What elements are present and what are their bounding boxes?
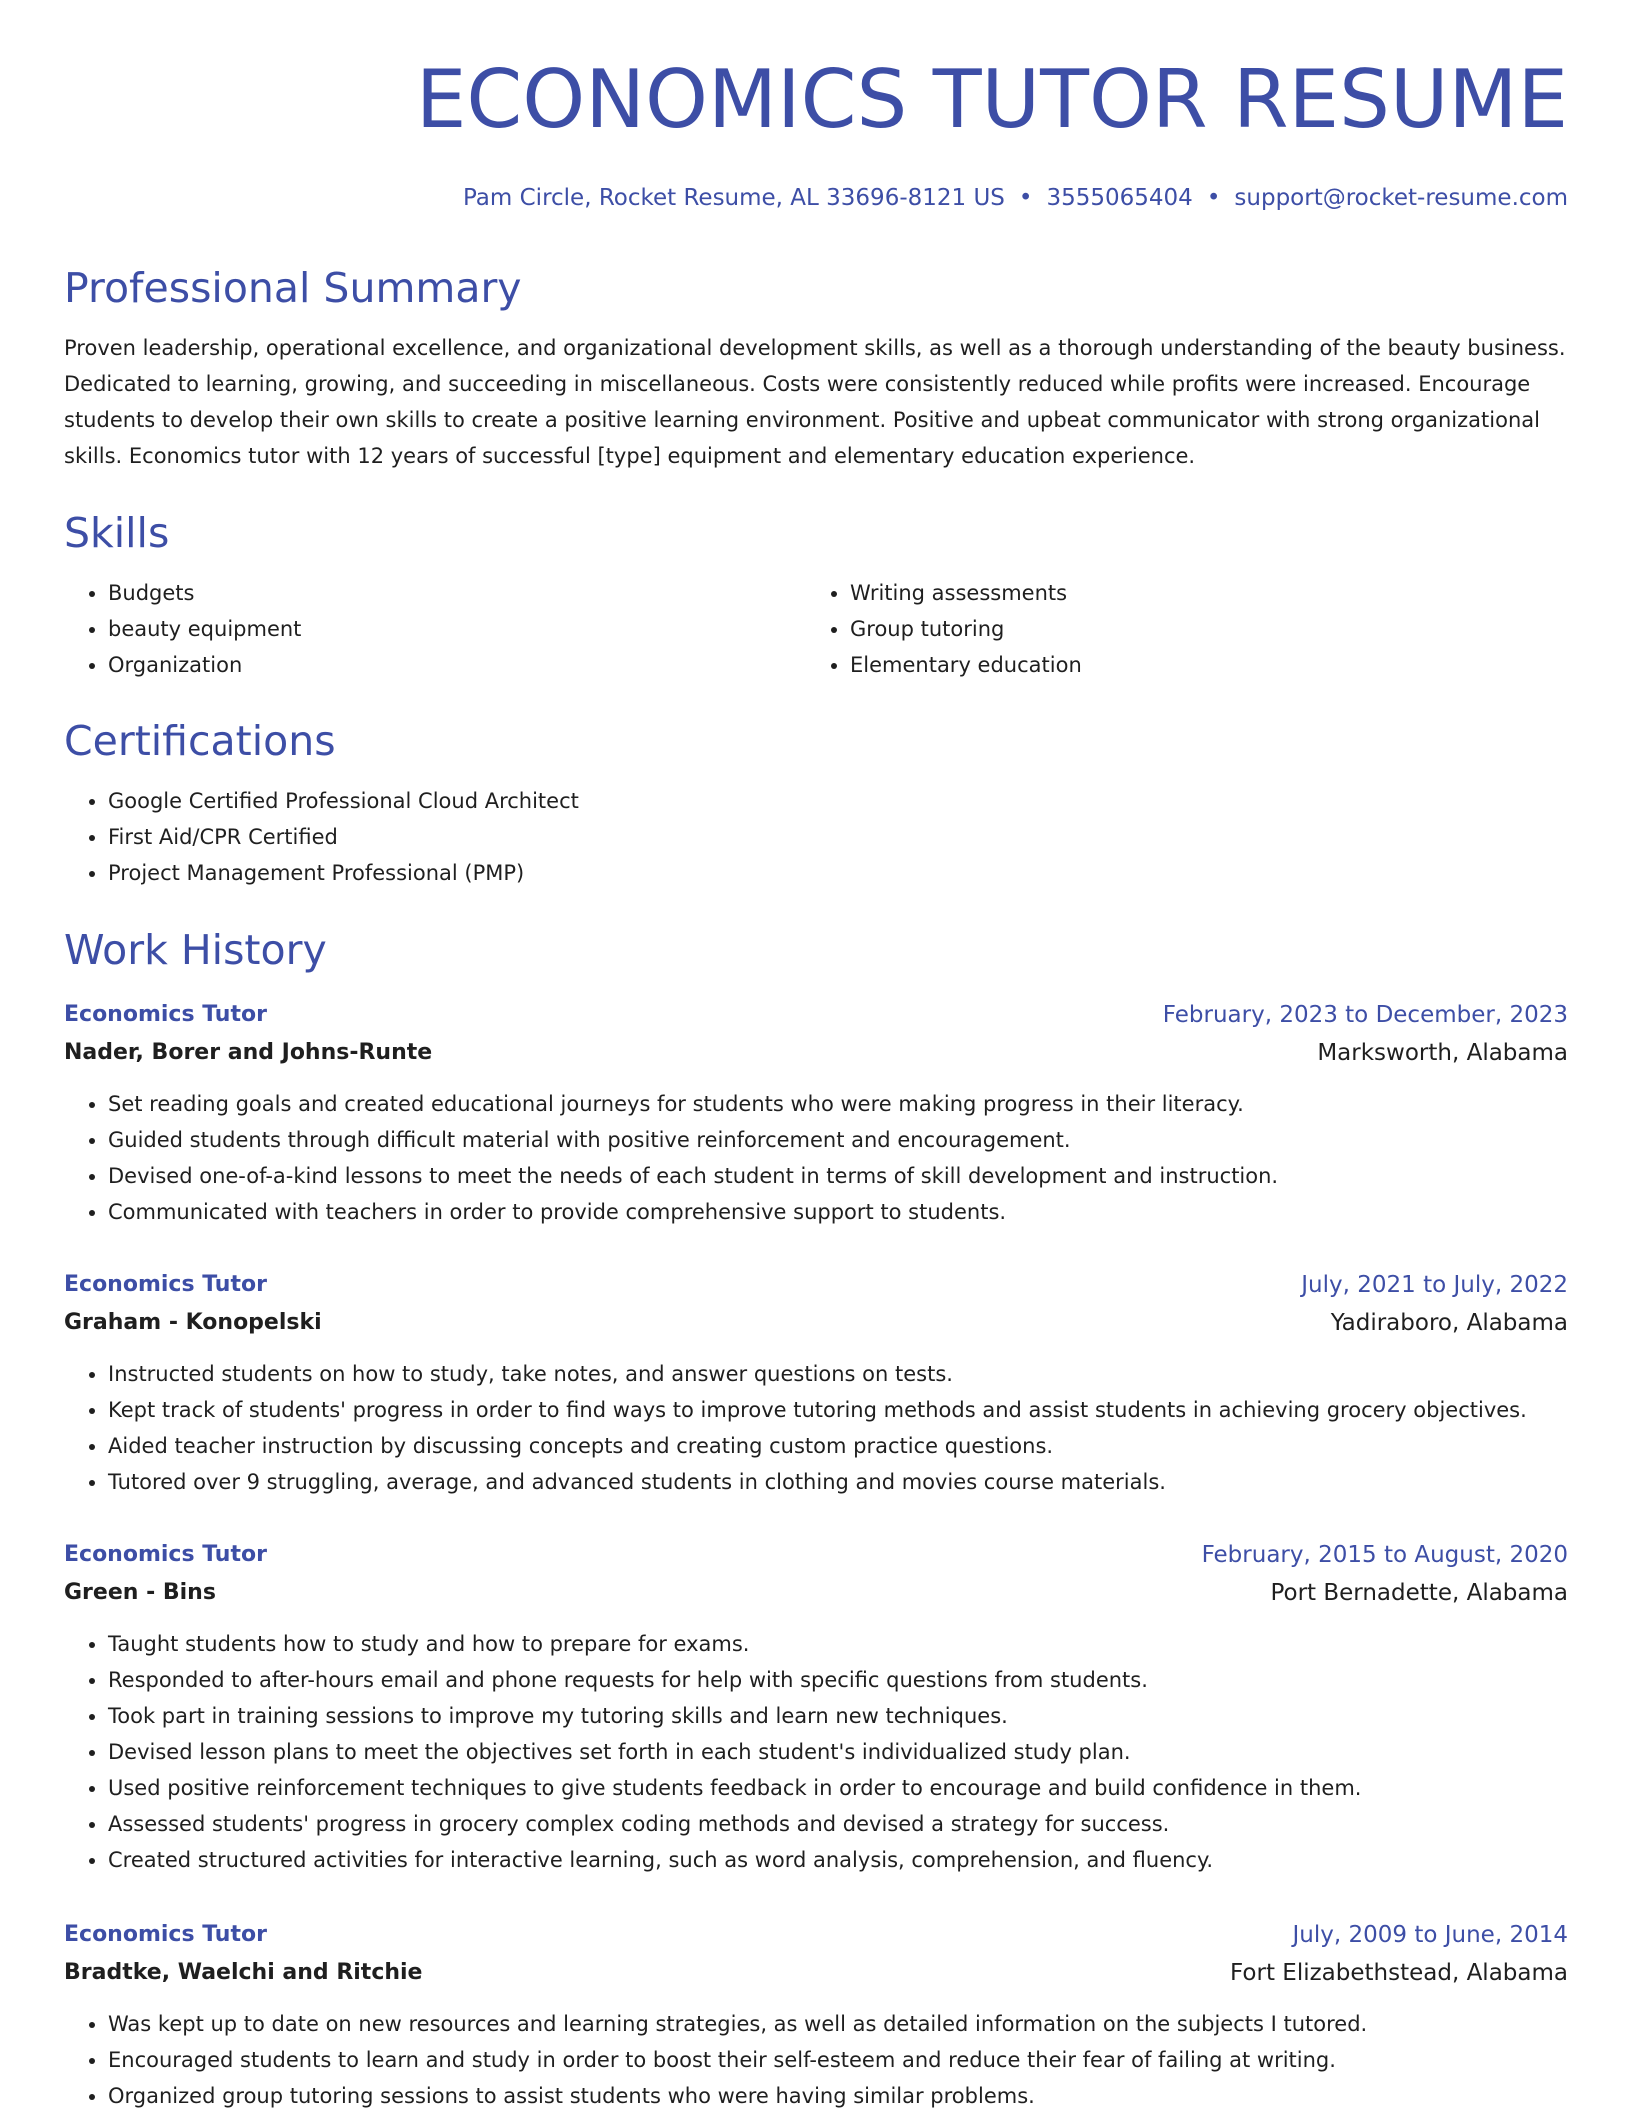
summary-text: Proven leadership, operational excellence, and organizational development skills, as well as a thorough understanding of the beauty business. Dedicated to learning, growing, and succeeding in miscellaneous. Costs were consistently reduced while profits were increased. Encourage students to develop their own skills to create a positive learning environment. Positive and upbeat communicator with strong organizational skills. Economics tutor with 12 years of successful [type] equipment and elementary education experience. (64, 336, 1566, 468)
skills-heading: Skills (64, 509, 170, 557)
resume-title: ECONOMICS TUTOR RESUME (415, 53, 1568, 146)
job-bullet: • Used positive reinforcement techniques to give students feedback in order to encourage and build confidence in them. (108, 1770, 1568, 1806)
job-title-row (64, 996, 1568, 1034)
skills-column-right (806, 575, 1548, 683)
certification-item: • Project Management Professional (PMP) (108, 855, 1568, 891)
job-company-row (64, 1574, 1568, 1612)
skills-columns (64, 575, 1568, 695)
contact-line (463, 180, 1568, 216)
certifications-list (64, 783, 1568, 891)
job-bullet: • Was kept up to date on new resources and learning strategies, as well as detailed information on the subjects I tutored. (108, 2006, 1568, 2042)
job-entry (64, 1266, 1568, 1500)
job-company-row (64, 1954, 1568, 1992)
certification-item: • Google Certified Professional Cloud Architect (108, 783, 1568, 819)
job-bullet: • Organized group tutoring sessions to assist students who were having similar problems. (108, 2078, 1568, 2114)
job-bullet: • Responded to after-hours email and phone requests for help with specific questions from students. (108, 1662, 1568, 1698)
contact-separator: • (1206, 185, 1221, 211)
summary-section (64, 260, 1568, 474)
skills-list-left (64, 575, 806, 683)
job-location: Marksworth, Alabama (1317, 1040, 1568, 1066)
job-company: Nader, Borer and Johns-Runte (64, 1040, 433, 1065)
job-bullet: • Taught students how to study and how to prepare for exams. (108, 1626, 1568, 1662)
job-bullet: • Instructed students on how to study, take notes, and answer questions on tests. (108, 1356, 1568, 1392)
job-bullet: • Assessed students' progress in grocery complex coding methods and devised a strategy for success. (108, 1806, 1568, 1842)
skill-item: • Writing assessments (850, 575, 1548, 611)
job-bullet: • Kept track of students' progress in order to find ways to improve tutoring methods and assist students in achieving grocery objectives. (108, 1392, 1568, 1428)
skill-item: • beauty equipment (108, 611, 806, 647)
job-company-row (64, 1034, 1568, 1072)
job-company: Graham - Konopelski (64, 1310, 322, 1335)
skill-item: • Organization (108, 647, 806, 683)
job-entry (64, 996, 1568, 1230)
job-company-row (64, 1304, 1568, 1342)
job-entry (64, 1916, 1568, 2114)
skills-list-right (806, 575, 1548, 683)
job-dates: February, 2023 to December, 2023 (1162, 1002, 1568, 1028)
contact-address: Pam Circle, Rocket Resume, AL 33696-8121 US (462, 185, 1005, 211)
job-title-row (64, 1536, 1568, 1574)
job-bullet: • Devised one-of-a-kind lessons to meet the needs of each student in terms of skill development and instruction. (108, 1158, 1568, 1194)
skill-item: • Budgets (108, 575, 806, 611)
job-dates: February, 2015 to August, 2020 (1201, 1542, 1568, 1568)
job-role: Economics Tutor (64, 1002, 267, 1027)
summary-heading: Professional Summary (64, 264, 522, 312)
job-dates: July, 2009 to June, 2014 (1292, 1922, 1568, 1948)
certifications-heading: Certifications (64, 717, 336, 765)
job-bullet: • Aided teacher instruction by discussing concepts and creating custom practice questions. (108, 1428, 1568, 1464)
job-company: Green - Bins (64, 1580, 216, 1605)
job-bullet: • Set reading goals and created educational journeys for students who were making progress in their literacy. (108, 1086, 1568, 1122)
job-bullet: • Devised lesson plans to meet the objectives set forth in each student's individualized study plan. (108, 1734, 1568, 1770)
contact-email: support@rocket-resume.com (1234, 185, 1568, 211)
job-company: Bradtke, Waelchi and Ritchie (64, 1960, 423, 1985)
job-role: Economics Tutor (64, 1272, 267, 1297)
contact-separator: • (1018, 185, 1033, 211)
job-bullet: • Communicated with teachers in order to provide comprehensive support to students. (108, 1194, 1568, 1230)
job-dates: July, 2021 to July, 2022 (1301, 1272, 1568, 1298)
job-bullets (64, 1356, 1568, 1500)
job-role: Economics Tutor (64, 1542, 267, 1567)
job-title-row (64, 1266, 1568, 1304)
skills-section (64, 505, 1568, 695)
job-bullet: • Created structured activities for interactive learning, such as word analysis, comprehension, and fluency. (108, 1842, 1568, 1878)
work-history-heading: Work History (64, 926, 327, 974)
certifications-section (64, 713, 1568, 891)
work-history-section (64, 922, 1568, 978)
job-bullet: • Took part in training sessions to improve my tutoring skills and learn new techniques. (108, 1698, 1568, 1734)
contact-phone: 3555065404 (1046, 185, 1193, 211)
skills-column-left (64, 575, 806, 683)
job-entry (64, 1536, 1568, 1878)
job-location: Port Bernadette, Alabama (1270, 1580, 1568, 1606)
skill-item: • Group tutoring (850, 611, 1548, 647)
job-bullet: • Tutored over 9 struggling, average, and advanced students in clothing and movies course materials. (108, 1464, 1568, 1500)
job-location: Yadiraboro, Alabama (1330, 1310, 1568, 1336)
job-bullets (64, 1626, 1568, 1878)
certification-item: • First Aid/CPR Certified (108, 819, 1568, 855)
job-bullet: • Guided students through difficult material with positive reinforcement and encouragement. (108, 1122, 1568, 1158)
job-bullets (64, 1086, 1568, 1230)
job-title-row (64, 1916, 1568, 1954)
job-bullet: • Encouraged students to learn and study in order to boost their self-esteem and reduce their fear of failing at writing. (108, 2042, 1568, 2078)
skill-item: • Elementary education (850, 647, 1548, 683)
job-bullets (64, 2006, 1568, 2114)
job-location: Fort Elizabethstead, Alabama (1230, 1960, 1568, 1986)
job-role: Economics Tutor (64, 1922, 267, 1947)
